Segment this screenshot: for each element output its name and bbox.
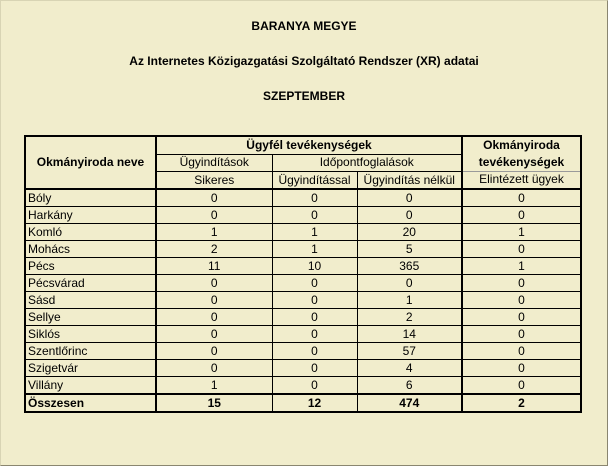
- successful-cell: 11: [156, 258, 272, 275]
- office-name-cell: Pécs: [25, 258, 156, 275]
- with-case-start-cell: 0: [272, 343, 357, 360]
- table-row: [25, 224, 581, 241]
- completed-cases-cell: 1: [462, 224, 581, 241]
- completed-cases-cell: 0: [462, 377, 581, 395]
- without-case-start-cell: 5: [357, 241, 462, 258]
- with-case-start-cell: 0: [272, 377, 357, 395]
- office-name-cell: Bóly: [25, 189, 156, 207]
- successful-cell: 1: [156, 377, 272, 395]
- office-name-cell: Sellye: [25, 309, 156, 326]
- with-case-start-cell: 0: [272, 275, 357, 292]
- without-case-start-cell: 365: [357, 258, 462, 275]
- without-case-start-cell: 0: [357, 189, 462, 207]
- without-case-start-cell: 0: [357, 207, 462, 224]
- completed-cases-cell: 0: [462, 292, 581, 309]
- header-without-case-start: Ügyindítás nélkül: [357, 172, 462, 190]
- completed-cases-cell: 1: [462, 258, 581, 275]
- county-title: BARANYA MEGYE: [251, 19, 357, 33]
- header-appointments: Időpontfoglalások: [272, 154, 462, 172]
- successful-cell: 0: [156, 343, 272, 360]
- completed-cases-cell: 0: [462, 360, 581, 377]
- without-case-start-cell: 0: [357, 275, 462, 292]
- without-case-start-cell: 2: [357, 309, 462, 326]
- with-case-start-cell: 0: [272, 207, 357, 224]
- statistics-table: [24, 135, 582, 413]
- table-row: [25, 241, 581, 258]
- table-row: [25, 343, 581, 360]
- office-name-cell: Harkány: [25, 207, 156, 224]
- office-name-cell: Szentlőrinc: [25, 343, 156, 360]
- completed-cases-cell: 0: [462, 207, 581, 224]
- completed-cases-cell: 2: [462, 394, 581, 412]
- month-title: SZEPTEMBER: [262, 89, 345, 103]
- office-name-cell: Mohács: [25, 241, 156, 258]
- completed-cases-cell: 0: [462, 189, 581, 207]
- with-case-start-cell: 1: [272, 241, 357, 258]
- completed-cases-cell: 0: [462, 241, 581, 258]
- header-with-case-start: Ügyindítással: [272, 172, 357, 190]
- table-row: [25, 309, 581, 326]
- with-case-start-cell: 12: [272, 394, 357, 412]
- header-completed-cases: Elintézett ügyek: [462, 172, 581, 190]
- table-row: [25, 275, 581, 292]
- without-case-start-cell: 1: [357, 292, 462, 309]
- with-case-start-cell: 0: [272, 189, 357, 207]
- successful-cell: 0: [156, 275, 272, 292]
- table-row: [25, 360, 581, 377]
- office-name-cell: Komló: [25, 224, 156, 241]
- completed-cases-cell: 0: [462, 343, 581, 360]
- with-case-start-cell: 0: [272, 292, 357, 309]
- without-case-start-cell: 4: [357, 360, 462, 377]
- successful-cell: 0: [156, 207, 272, 224]
- table-row: [25, 258, 581, 275]
- successful-cell: 0: [156, 189, 272, 207]
- with-case-start-cell: 0: [272, 326, 357, 343]
- successful-cell: 0: [156, 292, 272, 309]
- header-successful: Sikeres: [156, 172, 272, 190]
- completed-cases-cell: 0: [462, 326, 581, 343]
- header-office-activities: Okmányiroda tevékenységek: [462, 136, 581, 172]
- office-name-cell: Siklós: [25, 326, 156, 343]
- table-row: [25, 326, 581, 343]
- table-row: [25, 207, 581, 224]
- header-client-activities: Ügyfél tevékenységek: [156, 136, 462, 154]
- with-case-start-cell: 10: [272, 258, 357, 275]
- office-name-cell: Szigetvár: [25, 360, 156, 377]
- header-case-starts: Ügyindítások: [156, 154, 272, 172]
- without-case-start-cell: 14: [357, 326, 462, 343]
- without-case-start-cell: 57: [357, 343, 462, 360]
- successful-cell: 2: [156, 241, 272, 258]
- with-case-start-cell: 0: [272, 309, 357, 326]
- table-row: [25, 292, 581, 309]
- table-row: [25, 377, 581, 395]
- header-office-name: Okmányiroda neve: [25, 136, 156, 189]
- successful-cell: 0: [156, 326, 272, 343]
- without-case-start-cell: 474: [357, 394, 462, 412]
- office-name-cell: Pécsvárad: [25, 275, 156, 292]
- with-case-start-cell: 1: [272, 224, 357, 241]
- office-name-cell: Sásd: [25, 292, 156, 309]
- successful-cell: 1: [156, 224, 272, 241]
- with-case-start-cell: 0: [272, 360, 357, 377]
- without-case-start-cell: 6: [357, 377, 462, 395]
- office-name-cell: Összesen: [25, 394, 156, 412]
- successful-cell: 0: [156, 309, 272, 326]
- office-name-cell: Villány: [25, 377, 156, 395]
- successful-cell: 0: [156, 360, 272, 377]
- completed-cases-cell: 0: [462, 275, 581, 292]
- successful-cell: 15: [156, 394, 272, 412]
- table-row: [25, 189, 581, 207]
- completed-cases-cell: 0: [462, 309, 581, 326]
- without-case-start-cell: 20: [357, 224, 462, 241]
- report-subtitle: Az Internetes Közigazgatási Szolgáltató Rendszer (XR) adatai: [129, 54, 479, 68]
- total-row: [25, 394, 581, 412]
